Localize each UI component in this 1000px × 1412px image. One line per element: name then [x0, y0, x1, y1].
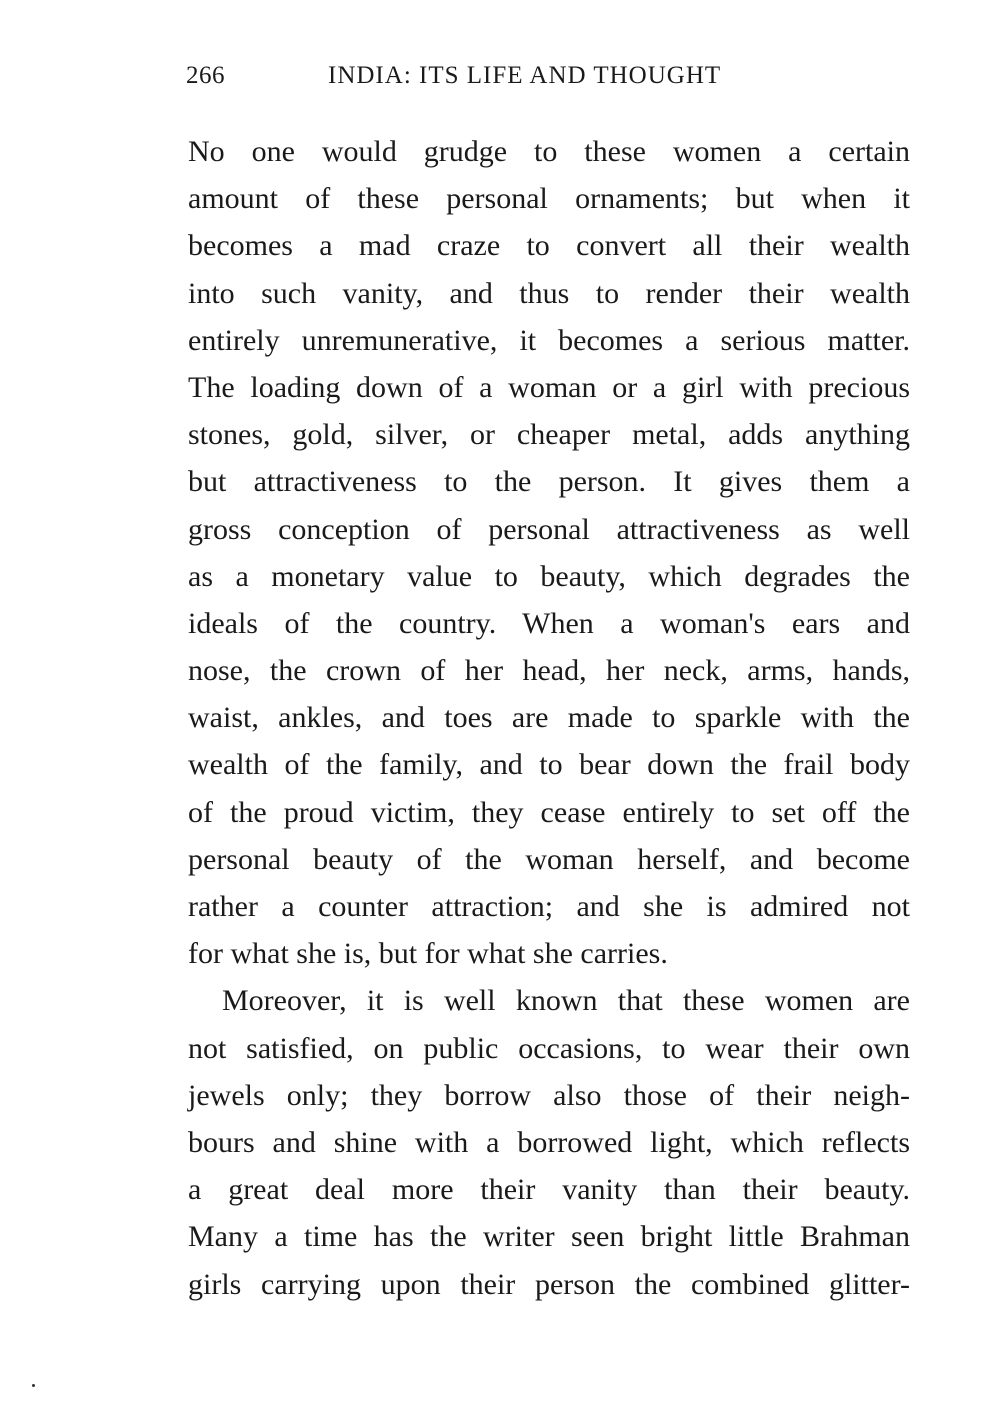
text-line: entirely unremunerative, it becomes a serious matter.	[188, 323, 910, 357]
text-line: nose, the crown of her head, her neck, arms, hands,	[188, 654, 910, 688]
text-line: waist, ankles, and toes are made to sparkle with the	[188, 701, 910, 735]
text-line: gross conception of personal attractiveness as well	[188, 512, 910, 546]
paragraph-2	[188, 977, 910, 1307]
text-line: into such vanity, and thus to render their wealth	[188, 276, 910, 310]
text-line: rather a counter attraction; and she is admired not	[188, 890, 910, 923]
running-head	[186, 62, 910, 102]
text-line: ideals of the country. When a woman's ears and	[188, 606, 910, 640]
text-line: No one would grudge to these women a certain	[188, 135, 910, 168]
text-line: amount of these personal ornaments; but when it	[188, 182, 910, 216]
text-line: bours and shine with a borrowed light, which reflects	[188, 1125, 910, 1159]
text-line: personal beauty of the woman herself, and become	[188, 842, 910, 876]
text-line: but attractiveness to the person. It gives them a	[188, 465, 910, 499]
scan-speck	[32, 1384, 35, 1387]
text-line: of the proud victim, they cease entirely to set off the	[188, 795, 910, 829]
text-line: girls carrying upon their person the combined glitter-	[188, 1267, 910, 1301]
page-number: 266	[186, 62, 225, 89]
text-line: becomes a mad craze to convert all their wealth	[188, 229, 910, 263]
text-line: as a monetary value to beauty, which degrades the	[188, 559, 910, 593]
text-line: not satisfied, on public occasions, to wear their own	[188, 1031, 910, 1065]
text-line: The loading down of a woman or a girl with precious	[188, 370, 910, 404]
text-line: stones, gold, silver, or cheaper metal, adds anything	[188, 418, 910, 452]
paragraph-1	[188, 128, 910, 977]
text-line: jewels only; they borrow also those of their neigh-	[188, 1078, 910, 1112]
text-line: wealth of the family, and to bear down the frail body	[188, 748, 910, 782]
running-title: INDIA: ITS LIFE AND THOUGHT	[328, 62, 722, 89]
text-line: Moreover, it is well known that these women are	[222, 984, 910, 1018]
text-line: for what she is, but for what she carries.	[188, 937, 668, 971]
body-text	[188, 128, 910, 1308]
text-line: Many a time has the writer seen bright little Brahman	[188, 1220, 910, 1254]
text-line: a great deal more their vanity than their beauty.	[188, 1173, 910, 1207]
